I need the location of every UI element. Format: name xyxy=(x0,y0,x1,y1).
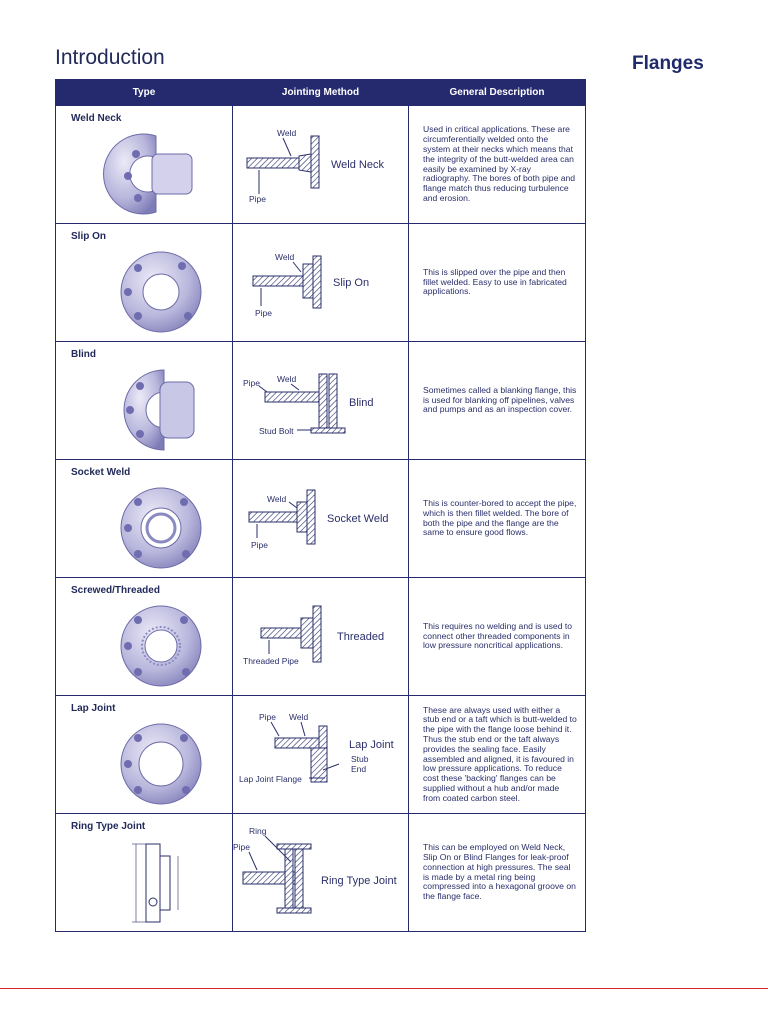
diagram-label: Lap Joint Flange xyxy=(239,774,302,784)
type-name: Weld Neck xyxy=(71,113,122,124)
diagram-label: Stub xyxy=(351,754,369,764)
jointing-method-cell xyxy=(233,814,409,932)
description-cell xyxy=(409,106,586,224)
description-cell xyxy=(409,578,586,696)
weld-neck-flange-image xyxy=(116,128,206,216)
jointing-method-cell xyxy=(233,578,409,696)
type-cell xyxy=(56,224,233,342)
type-cell xyxy=(56,814,233,932)
slip-on-diagram xyxy=(239,232,405,336)
diagram-label: Ring Type Joint xyxy=(321,875,397,887)
diagram-label: Pipe xyxy=(251,540,269,550)
header-type: Type xyxy=(56,80,233,106)
diagram-label: Blind xyxy=(349,397,374,409)
description-text: This is counter-bored to accept the pipe, which is then fillet welded. The bore of both the pipe and the flange are the same to ensure good flows. xyxy=(423,497,577,538)
diagram-label: Threaded Pipe xyxy=(243,656,299,666)
table-row xyxy=(56,696,586,814)
diagram-label: Pipe xyxy=(259,712,277,722)
type-cell xyxy=(56,342,233,460)
type-name: Screwed/Threaded xyxy=(71,585,160,596)
diagram-label: Weld xyxy=(277,374,297,384)
footer-divider xyxy=(0,988,768,989)
description-cell xyxy=(409,696,586,814)
section-title: Flanges xyxy=(632,53,704,74)
type-cell xyxy=(56,696,233,814)
diagram-label: Stud Bolt xyxy=(259,426,294,436)
description-text: Sometimes called a blanking flange, this is used for blanking off pipelines, valves and pumps and as an inspection cover. xyxy=(423,384,577,415)
diagram-label: Pipe xyxy=(255,308,273,318)
jointing-method-cell xyxy=(233,696,409,814)
blind-diagram xyxy=(239,350,405,454)
description-cell xyxy=(409,814,586,932)
diagram-label: Socket Weld xyxy=(327,513,389,525)
type-cell xyxy=(56,106,233,224)
weld-neck-diagram xyxy=(239,114,405,218)
jointing-method-cell xyxy=(233,342,409,460)
page-title: Introduction xyxy=(55,46,165,69)
threaded-diagram xyxy=(239,586,405,690)
flange-types-table xyxy=(55,79,586,932)
table-row xyxy=(56,342,586,460)
diagram-label: Ring xyxy=(249,826,267,836)
diagram-label: Pipe xyxy=(249,194,267,204)
table-row xyxy=(56,106,586,224)
header-general-description: General Description xyxy=(409,80,586,106)
diagram-label: Weld xyxy=(289,712,309,722)
description-text: This requires no welding and is used to connect other threaded components in low pressure noncritical applications. xyxy=(423,620,573,651)
description-text: This is slipped over the pipe and then fillet welded. Easy to use in fabricated applications. xyxy=(423,266,567,297)
jointing-method-cell xyxy=(233,460,409,578)
type-name: Ring Type Joint xyxy=(71,821,146,832)
table-row xyxy=(56,224,586,342)
diagram-label: Pipe xyxy=(243,378,261,388)
table-row xyxy=(56,460,586,578)
slip-on-flange-image xyxy=(116,246,206,334)
lap-joint-diagram xyxy=(239,704,405,808)
type-name: Socket Weld xyxy=(71,467,131,478)
diagram-label: End xyxy=(351,764,367,774)
diagram-label: Threaded xyxy=(337,631,385,643)
socket-weld-diagram xyxy=(239,468,405,572)
header-jointing-method: Jointing Method xyxy=(233,80,409,106)
type-cell xyxy=(56,460,233,578)
description-text: Used in critical applications. These are circumferentially welded onto the system at their necks which means that the integrity of the butt-welded area can easily be examined by X-ray radiography. The bores of both pipe and flange match thus reducing turbulence and erosion. xyxy=(423,124,576,203)
diagram-label: Weld xyxy=(275,252,295,262)
diagram-label: Pipe xyxy=(233,842,251,852)
diagram-label: Weld xyxy=(277,128,297,138)
diagram-label: Weld xyxy=(267,494,287,504)
diagram-label: Weld Neck xyxy=(331,159,384,171)
jointing-method-cell xyxy=(233,106,409,224)
lap-joint-flange-image xyxy=(116,718,206,806)
threaded-flange-image xyxy=(116,600,206,688)
type-name: Lap Joint xyxy=(71,703,116,714)
type-name: Slip On xyxy=(71,231,106,242)
diagram-label: Slip On xyxy=(333,277,370,289)
type-cell xyxy=(56,578,233,696)
table-header-row xyxy=(56,80,586,106)
type-name: Blind xyxy=(71,349,96,360)
jointing-method-cell xyxy=(233,224,409,342)
description-cell xyxy=(409,224,586,342)
diagram-label: Lap Joint xyxy=(349,739,394,751)
table-row xyxy=(56,814,586,932)
ring-type-joint-diagram xyxy=(233,822,405,926)
blind-flange-image xyxy=(116,364,206,452)
description-cell xyxy=(409,342,586,460)
socket-weld-flange-image xyxy=(116,482,206,570)
ring-type-joint-technical-drawing xyxy=(116,836,206,924)
description-text: These are always used with either a stub end or a taft which is butt-welded to the pipe with the flange loose behind it. Thus the stub end or the taft always provides the sealing face. Easily assembled and aligned, it is favoured in low pressure applications. To reduce cost these 'backing' flanges can be supplied without a hub and/or made from coated carbon steel. xyxy=(423,704,577,803)
table-row xyxy=(56,578,586,696)
description-cell xyxy=(409,460,586,578)
description-text: This can be employed on Weld Neck, Slip On or Blind Flanges for leak-proof connection at high pressures. The seal is made by a metal ring being compressed into a hexagonal groove on the flange face. xyxy=(423,842,576,902)
